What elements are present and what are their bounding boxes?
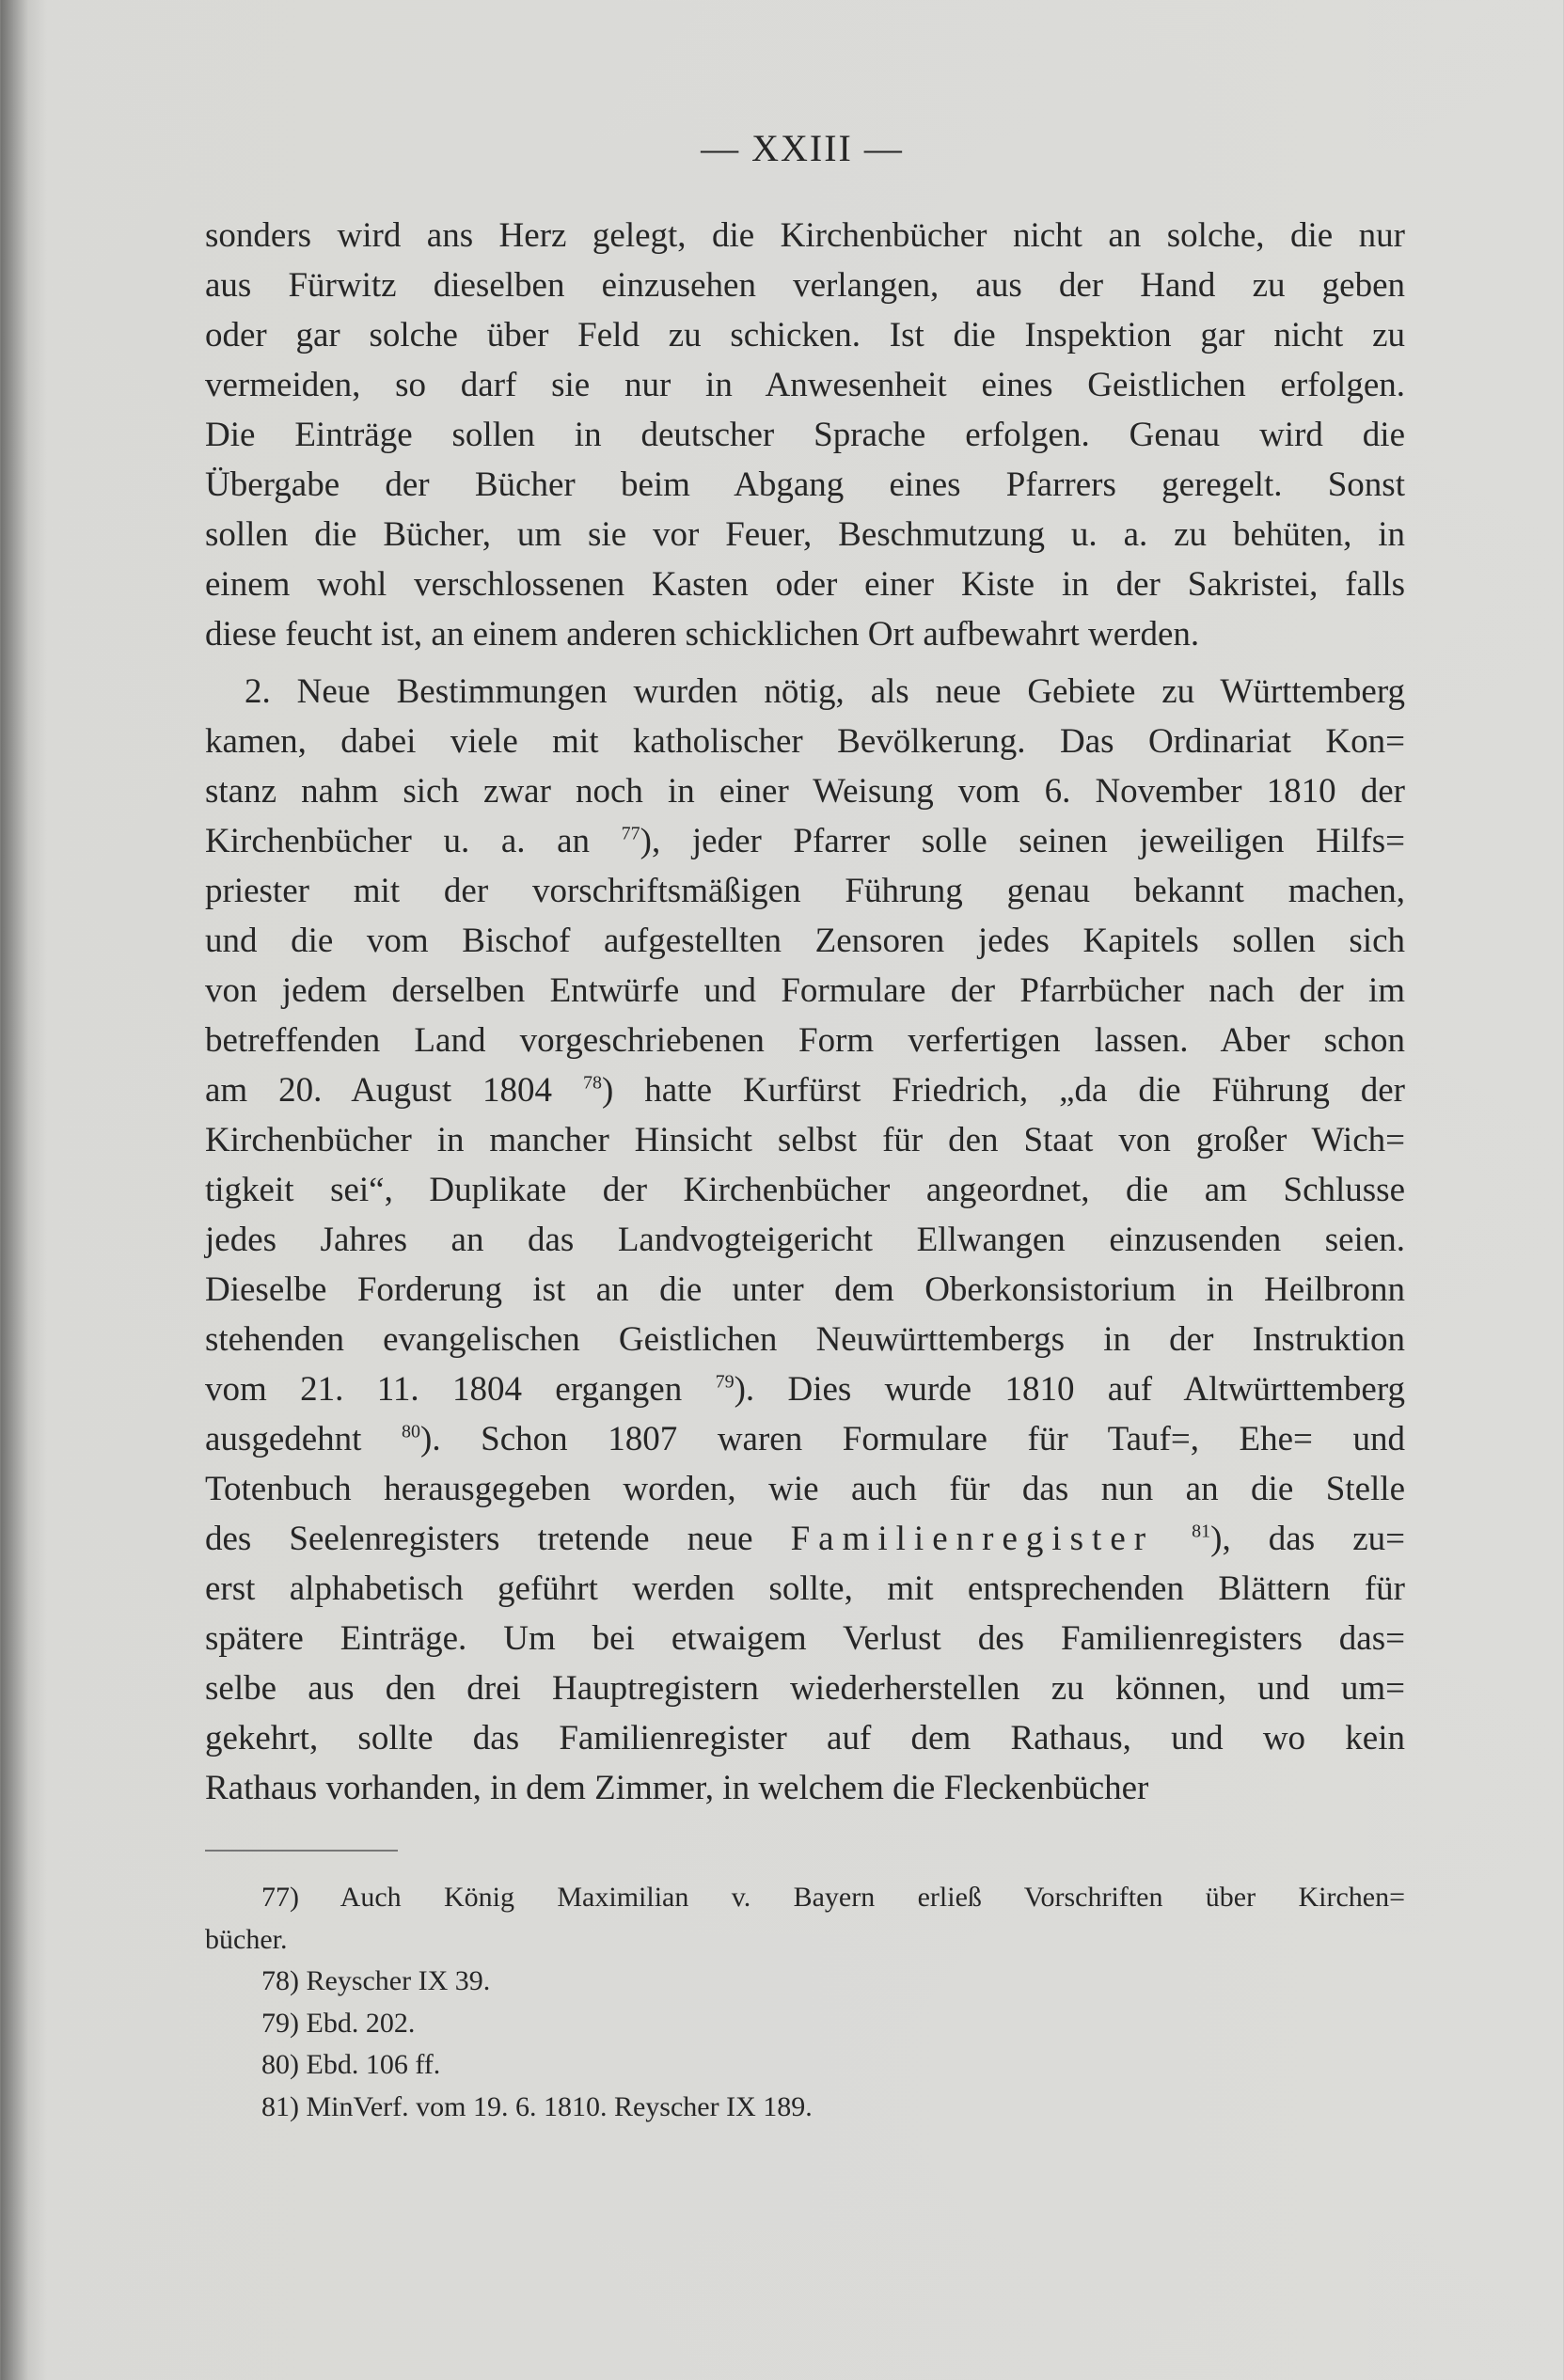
- footnote: 80) Ebd. 106 ff.: [261, 2049, 441, 2081]
- text-segment: sollen die Bücher, um sie vor Feuer, Beschmutzung u. a. zu behüten, in: [205, 515, 1405, 554]
- text-segment: von jedem derselben Entwürfe und Formulare der Pfarrbücher nach der im: [205, 971, 1405, 1010]
- text-line: [205, 560, 1405, 609]
- footnote: 81) MinVerf. vom 19. 6. 1810. Reyscher IX 189.: [261, 2090, 813, 2122]
- text-line: [205, 1614, 1405, 1663]
- text-line: [205, 1065, 1405, 1115]
- text-line: [205, 966, 1405, 1016]
- text-segment: Übergabe der Bücher beim Abgang eines Pfarrers geregelt. Sonst: [205, 465, 1405, 504]
- footnote-reference: 77: [621, 823, 640, 844]
- text-segment: ), jeder Pfarrer solle seinen jeweiligen Hilfs=: [640, 822, 1405, 860]
- text-line: [205, 1763, 1405, 1813]
- text-segment: Totenbuch herausgegeben worden, wie auch für das nun an die Stelle: [205, 1470, 1405, 1508]
- text-segment: oder gar solche über Feld zu schicken. Ist die Inspektion gar nicht zu: [205, 316, 1405, 355]
- text-line: [205, 667, 1405, 717]
- paragraph-2: [205, 667, 1405, 1813]
- text-line: [205, 1364, 1405, 1414]
- footnote-continuation: bücher.: [205, 1923, 288, 1955]
- footnote-reference: 80: [402, 1421, 421, 1442]
- text-segment: priester mit der vorschriftsmäßigen Führung genau bekannt machen,: [205, 872, 1405, 910]
- text-line: [205, 1514, 1405, 1564]
- text-line: [205, 1464, 1405, 1514]
- text-segment: jedes Jahres an das Landvogteigericht Ellwangen einzusenden seien.: [205, 1221, 1405, 1259]
- text-segment: ). Dies wurde 1810 auf Altwürttemberg: [734, 1370, 1406, 1409]
- text-segment: diese feucht ist, an einem anderen schicklichen Ort aufbewahrt werden.: [205, 615, 1200, 654]
- page-number: — XXIII —: [701, 127, 904, 169]
- text-segment: Die Einträge sollen in deutscher Sprache erfolgen. Genau wird die: [205, 416, 1405, 454]
- text-line: [205, 310, 1405, 360]
- text-segment: am 20. August 1804: [205, 1071, 583, 1110]
- text-segment: und die vom Bischof aufgestellten Zensoren jedes Kapitels sollen sich: [205, 922, 1405, 960]
- text-line: [205, 1414, 1405, 1464]
- text-segment: aus Fürwitz dieselben einzusehen verlangen, aus der Hand zu geben: [205, 266, 1405, 305]
- text-line: [205, 816, 1405, 866]
- text-segment: betreffenden Land vorgeschriebenen Form verfertigen lassen. Aber schon: [205, 1021, 1405, 1060]
- footnote: 79) Ebd. 202.: [261, 2007, 416, 2039]
- text-line: [205, 1016, 1405, 1065]
- text-segment: tigkeit sei“, Duplikate der Kirchenbücher angeordnet, die am Schlusse: [205, 1171, 1405, 1209]
- text-line: [205, 1564, 1405, 1614]
- text-segment: ), das zu=: [1210, 1520, 1405, 1558]
- text-segment: ausgedehnt: [205, 1420, 403, 1458]
- text-line: [205, 916, 1405, 966]
- text-line: [205, 410, 1405, 460]
- text-segment: ) hatte Kurfürst Friedrich, „da die Führung der: [601, 1071, 1406, 1110]
- text-segment: Kirchenbücher in mancher Hinsicht selbst für den Staat von großer Wich=: [205, 1121, 1405, 1159]
- text-line: [205, 211, 1405, 260]
- text-segment: erst alphabetisch geführt werden sollte, mit entsprechenden Blättern für: [205, 1569, 1405, 1608]
- text-line: [205, 360, 1405, 410]
- text-line: [205, 609, 1405, 659]
- text-line: [205, 766, 1405, 816]
- text-segment: 2. Neue Bestimmungen wurden nötig, als neue Gebiete zu Württemberg: [245, 672, 1405, 711]
- text-segment: Kirchenbücher u. a. an: [205, 822, 622, 860]
- text-segment: gekehrt, sollte das Familienregister auf dem Rathaus, und wo kein: [205, 1719, 1405, 1757]
- text-line: [205, 1663, 1405, 1713]
- text-segment: kamen, dabei viele mit katholischer Bevölkerung. Das Ordinariat Kon=: [205, 722, 1405, 761]
- text-line: [205, 1713, 1405, 1763]
- text-line: [205, 866, 1405, 916]
- text-line: [205, 260, 1405, 310]
- footnote-reference: 78: [582, 1072, 602, 1094]
- footnote-reference: 79: [715, 1371, 735, 1393]
- paragraph-1: [205, 211, 1405, 659]
- text-line: [205, 1115, 1405, 1165]
- text-line: [205, 460, 1405, 510]
- text-line: [205, 1315, 1405, 1364]
- text-segment: spätere Einträge. Um bei etwaigem Verlust des Familienregisters das=: [205, 1619, 1405, 1658]
- text-segment: des Seelenregisters tretende neue: [205, 1520, 791, 1558]
- text-segment: Rathaus vorhanden, in dem Zimmer, in welchem die Fleckenbücher: [205, 1769, 1149, 1807]
- text-line: [205, 1215, 1405, 1265]
- text-segment: sonders wird ans Herz gelegt, die Kirchenbücher nicht an solche, die nur: [205, 216, 1405, 255]
- text-line: [205, 510, 1405, 560]
- text-segment: vom 21. 11. 1804 ergangen: [205, 1370, 716, 1409]
- text-segment: [1154, 1520, 1192, 1558]
- footnote: 78) Reyscher IX 39.: [261, 1965, 491, 1997]
- text-segment: ). Schon 1807 waren Formulare für Tauf=, Ehe= und: [420, 1420, 1405, 1458]
- text-segment: einem wohl verschlossenen Kasten oder einer Kiste in der Sakristei, falls: [205, 565, 1405, 604]
- text-segment: selbe aus den drei Hauptregistern wiederherstellen zu können, und um=: [205, 1669, 1405, 1708]
- text-segment: Dieselbe Forderung ist an die unter dem Oberkonsistorium in Heilbronn: [205, 1270, 1405, 1309]
- footnote-separator: [205, 1850, 398, 1852]
- text-segment: vermeiden, so darf sie nur in Anwesenheit eines Geistlichen erfolgen.: [205, 366, 1405, 404]
- text-line: [205, 717, 1405, 766]
- footnote: 77) Auch König Maximilian v. Bayern erließ Vorschriften über Kirchen=: [261, 1882, 1405, 1913]
- emphasized-text: Familienregister: [790, 1520, 1155, 1558]
- footnotes: [205, 1877, 1405, 2129]
- text-line: [205, 1265, 1405, 1315]
- text-segment: stehenden evangelischen Geistlichen Neuwürttembergs in der Instruktion: [205, 1320, 1405, 1359]
- text-line: [205, 1165, 1405, 1215]
- footnote-reference: 81: [1192, 1521, 1211, 1542]
- text-segment: stanz nahm sich zwar noch in einer Weisung vom 6. November 1810 der: [205, 772, 1405, 811]
